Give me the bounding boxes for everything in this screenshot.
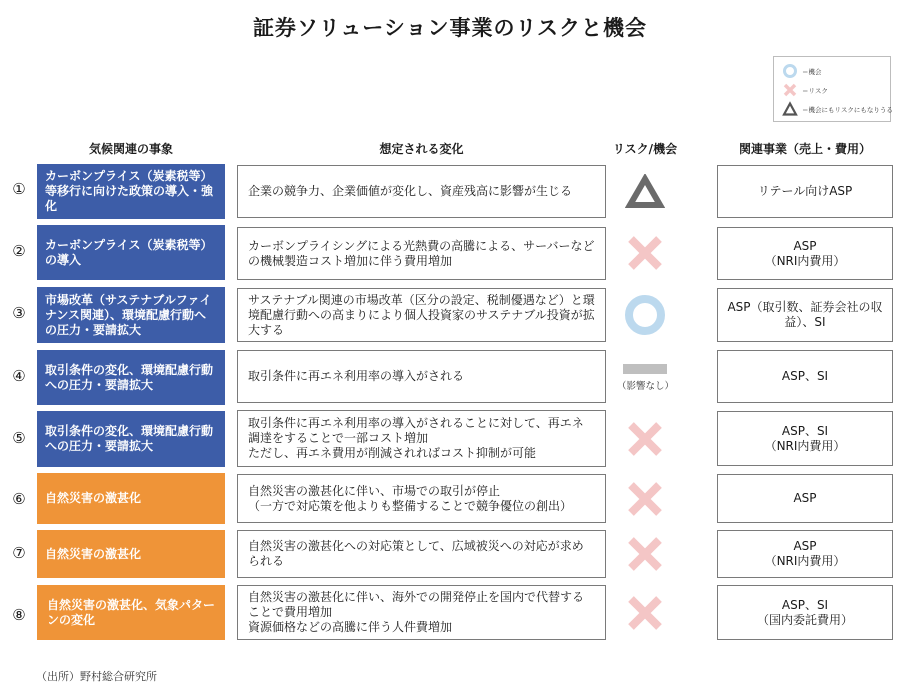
change-text: 自然災害の激甚化に伴い、市場での取引が停止 （一方で対応策を他よりも整備することで競争優位の創出）: [248, 483, 573, 513]
change-text: 取引条件に再エネ利用率の導入がされる: [248, 369, 465, 383]
event-text: 取引条件の変化、環境配慮行動への圧力・要請拡大: [45, 362, 214, 392]
business-cell: [717, 227, 893, 280]
business-text: リテール向けASP: [757, 184, 853, 198]
dash-icon: [623, 364, 667, 374]
change-text: 自然災害の激甚化への対応策として、広域被災への対応が求められる: [248, 539, 584, 568]
symbol-cell: [617, 225, 673, 280]
source-note: （出所）野村総合研究所: [36, 670, 157, 683]
change-cell: [237, 474, 606, 523]
event-text: 自然災害の激甚化、気象パターンの変化: [47, 597, 216, 627]
header-change: 想定される変化: [379, 142, 464, 156]
change-text: 企業の競争力、企業価値が変化し、資産残高に影響が生じる: [248, 184, 573, 198]
legend: [773, 56, 891, 122]
legend-opportunity-label: ＝機会: [802, 67, 822, 76]
triangle-icon: [625, 174, 665, 210]
symbol-cell: [617, 473, 673, 524]
change-cell: [237, 350, 606, 403]
legend-risk-label: ＝リスク: [802, 86, 828, 95]
event-cell: [37, 411, 225, 467]
legend-risk: [782, 82, 828, 98]
event-text: 取引条件の変化、環境配慮行動への圧力・要請拡大: [45, 424, 214, 453]
change-text: 自然災害の激甚化に伴い、海外での開発停止を国内で代替することで費用増加 資源価格などの高騰に伴う人件費増加: [248, 590, 585, 634]
row-number: ④: [12, 367, 26, 385]
event-cell: [37, 473, 225, 524]
change-cell: [237, 410, 606, 467]
no-impact-label: （影響なし）: [617, 380, 675, 392]
business-cell: [717, 411, 893, 466]
legend-opportunity: [782, 63, 822, 79]
business-text: ASP: [793, 491, 817, 505]
symbol-cell: [617, 287, 673, 343]
business-cell: [717, 350, 893, 403]
event-cell: [37, 585, 225, 640]
event-cell: [37, 287, 225, 343]
symbol-cell: [617, 350, 673, 405]
change-cell: [237, 288, 606, 342]
business-text: ASP （NRI内費用）: [764, 238, 846, 268]
row-number: ⑤: [12, 429, 26, 447]
change-cell: [237, 165, 606, 218]
event-cell: [37, 225, 225, 280]
legend-both: [782, 101, 893, 117]
business-cell: [717, 165, 893, 218]
header-business: 関連事業（売上・費用）: [738, 142, 871, 156]
legend-both-label: ＝機会にもリスクにもなりうる: [802, 105, 893, 114]
change-cell: [237, 585, 606, 640]
business-cell: [717, 585, 893, 640]
business-text: ASP（取引数、証券会社の収益）、SI: [727, 300, 883, 329]
cross-icon: [625, 593, 665, 633]
row-number: ⑦: [12, 544, 26, 562]
symbol-cell: [617, 585, 673, 640]
circle-icon: [623, 293, 667, 337]
business-cell: [717, 474, 893, 523]
change-cell: [237, 530, 606, 578]
event-cell: [37, 350, 225, 405]
event-text: カーボンプライス（炭素税等）の導入: [45, 237, 213, 267]
event-text: カーボンプライス（炭素税等）等移行に向けた政策の導入・強化: [45, 169, 214, 213]
row-number: ⑧: [12, 606, 26, 624]
event-cell: [37, 164, 225, 219]
triangle-icon: [782, 101, 798, 117]
page-title: 証券ソリューション事業のリスクと機会: [252, 16, 648, 40]
header-risk-opportunity: リスク/機会: [612, 142, 678, 156]
header-event: 気候関連の事象: [88, 142, 173, 156]
row-number: ③: [12, 304, 26, 322]
change-text: サステナブル関連の市場改革（区分の設定、税制優遇など）と環境配慮行動への高まりにより個人投資家のサステナブル投資が拡大する: [248, 292, 595, 337]
cross-icon: [625, 233, 665, 273]
cross-icon: [782, 82, 798, 98]
symbol-cell: [617, 530, 673, 578]
change-text: カーボンプライシングによる光熱費の高騰による、サーバーなどの機械製造コスト増加に伴う費用増加: [248, 238, 595, 268]
business-text: ASP、SI: [781, 369, 829, 383]
event-cell: [37, 530, 225, 578]
change-cell: [237, 227, 606, 280]
event-text: 自然災害の激甚化: [45, 546, 142, 561]
row-number: ⑥: [12, 490, 26, 508]
business-cell: [717, 288, 893, 342]
business-text: ASP、SI （国内委託費用）: [756, 597, 853, 627]
event-text: 自然災害の激甚化: [45, 491, 142, 505]
business-text: ASP （NRI内費用）: [764, 539, 846, 568]
cross-icon: [625, 534, 665, 574]
cross-icon: [625, 479, 665, 519]
symbol-cell: [617, 164, 673, 219]
change-text: 取引条件に再エネ利用率の導入がされることに対して、再エネ調達をすることで一部コスト増加 ただし、再エネ費用が削減されればコスト抑制が可能: [248, 416, 584, 460]
row-number: ②: [12, 242, 26, 260]
business-text: ASP、SI （NRI内費用）: [764, 423, 846, 453]
business-cell: [717, 530, 893, 578]
symbol-cell: [617, 411, 673, 467]
event-text: 市場改革（サステナブルファイナンス関連）、環境配慮行動への圧力・要請拡大: [45, 292, 212, 337]
row-number: ①: [12, 180, 26, 198]
cross-icon: [625, 419, 665, 459]
circle-icon: [782, 63, 798, 79]
